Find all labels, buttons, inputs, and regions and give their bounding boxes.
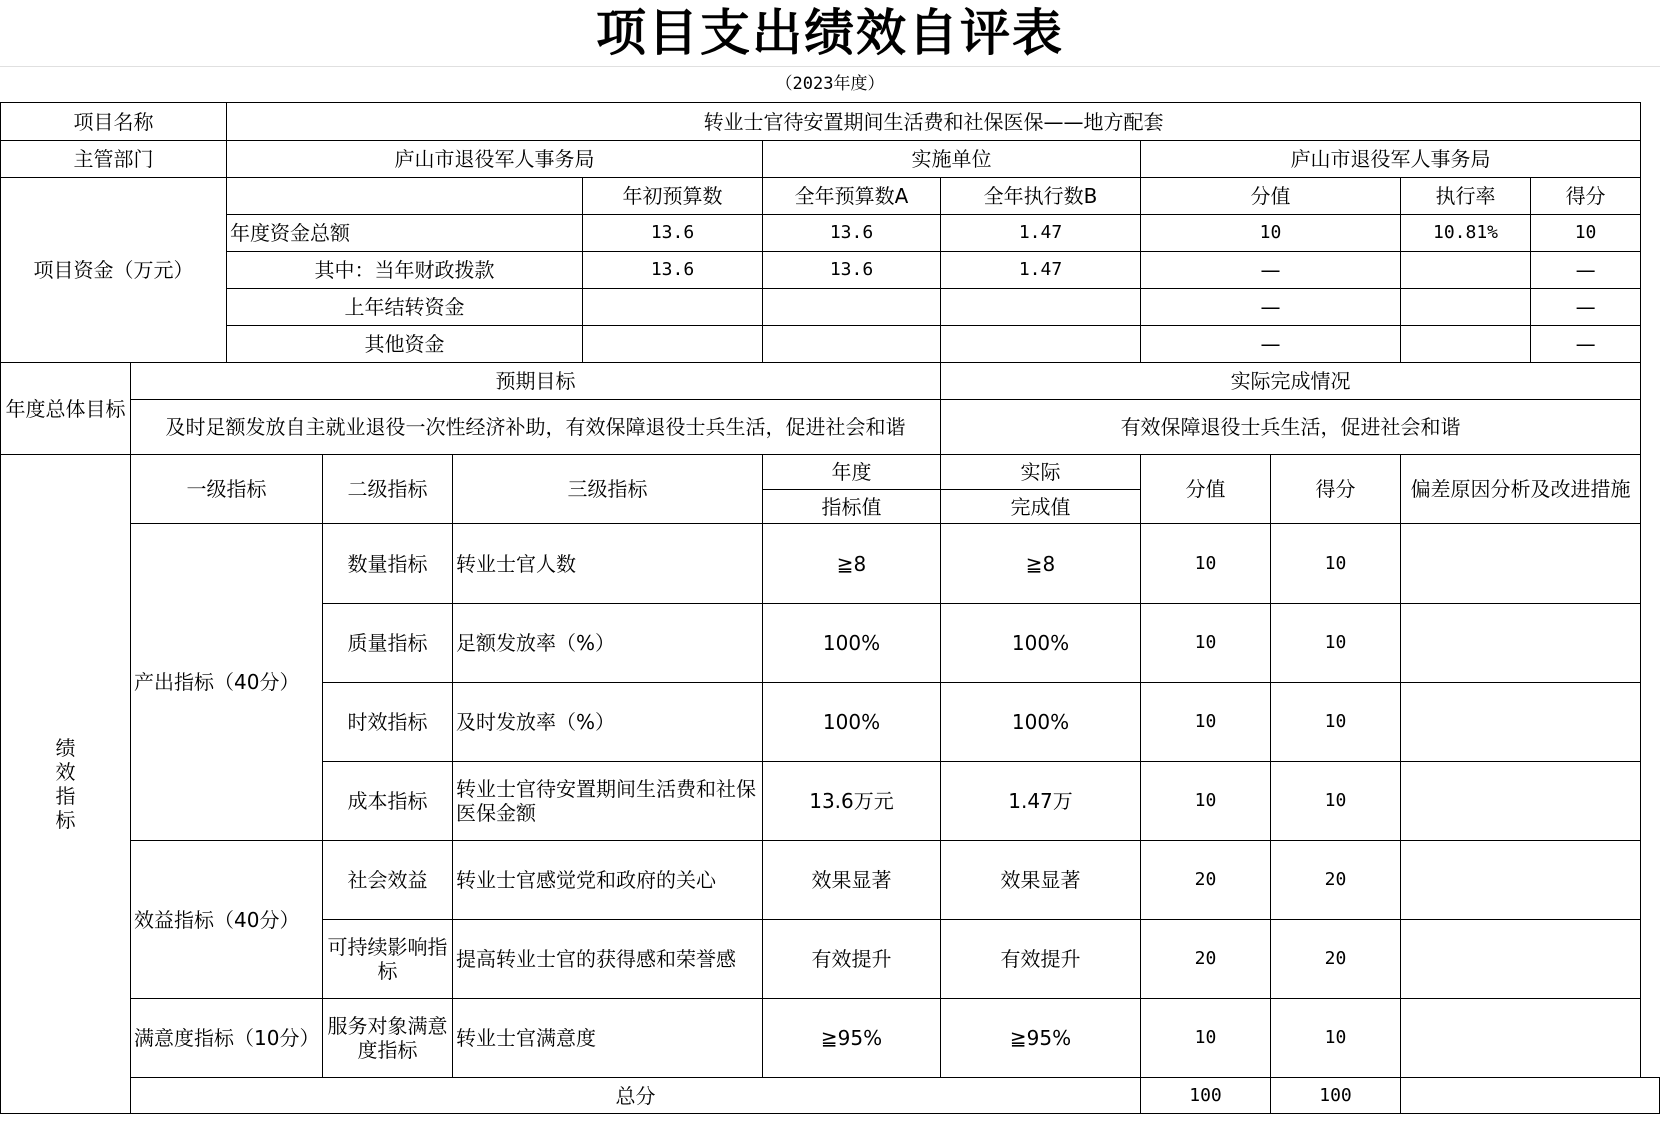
- indicator-level3: 转业士官满意度: [453, 999, 763, 1078]
- fund-annual: 13.6: [763, 215, 941, 252]
- fund-score-value: —: [1141, 252, 1401, 289]
- indicator-level2: 社会效益: [323, 841, 453, 920]
- dept-label: 主管部门: [1, 141, 227, 178]
- fund-exec-rate: [1401, 289, 1531, 326]
- fund-row-name: 上年结转资金: [227, 289, 583, 326]
- fund-score-value: —: [1141, 326, 1401, 363]
- fund-annual: 13.6: [763, 252, 941, 289]
- group-output: 产出指标（40分）: [131, 524, 323, 841]
- indicator-analysis: [1401, 841, 1641, 920]
- indicator-level2: 成本指标: [323, 762, 453, 841]
- fund-initial: [583, 326, 763, 363]
- indicator-score-value: 10: [1141, 604, 1271, 683]
- header-actual-bottom: 完成值: [941, 490, 1141, 524]
- indicator-target: ≧8: [763, 524, 941, 604]
- indicator-actual: 100%: [941, 604, 1141, 683]
- indicator-actual: ≧95%: [941, 999, 1141, 1078]
- fund-exec: [941, 289, 1141, 326]
- indicator-score: 10: [1271, 604, 1401, 683]
- indicators-section-text: 绩效指标: [55, 736, 76, 832]
- project-name-value: 转业士官待安置期间生活费和社保医保——地方配套: [227, 103, 1641, 141]
- indicator-level2: 数量指标: [323, 524, 453, 604]
- indicator-level3: 转业士官人数: [453, 524, 763, 604]
- fund-score: —: [1531, 252, 1641, 289]
- indicator-target: ≧95%: [763, 999, 941, 1078]
- indicator-score-value: 10: [1141, 999, 1271, 1078]
- indicator-score-value: 20: [1141, 841, 1271, 920]
- indicator-analysis: [1401, 920, 1641, 999]
- total-label: 总分: [131, 1078, 1141, 1114]
- indicator-analysis: [1401, 683, 1641, 762]
- indicator-level3: 提高转业士官的获得感和荣誉感: [453, 920, 763, 999]
- fund-annual: [763, 326, 941, 363]
- header-level3: 三级指标: [453, 455, 763, 524]
- overall-goal-label: 年度总体目标: [1, 363, 131, 455]
- indicator-actual: 有效提升: [941, 920, 1141, 999]
- indicator-analysis: [1401, 604, 1641, 683]
- fund-annual: [763, 289, 941, 326]
- indicator-analysis: [1401, 524, 1641, 604]
- expected-goal-text: 及时足额发放自主就业退役一次性经济补助，有效保障退役士兵生活，促进社会和谐: [131, 400, 941, 455]
- fund-initial: [583, 289, 763, 326]
- indicator-analysis: [1401, 999, 1641, 1078]
- indicator-score: 20: [1271, 841, 1401, 920]
- header-analysis: 偏差原因分析及改进措施: [1401, 455, 1641, 524]
- indicator-score-value: 10: [1141, 683, 1271, 762]
- fund-row-name: 其中：当年财政拨款: [227, 252, 583, 289]
- project-name-label: 项目名称: [1, 103, 227, 141]
- indicator-level3: 转业士官待安置期间生活费和社保医保金额: [453, 762, 763, 841]
- indicator-score: 10: [1271, 999, 1401, 1078]
- indicator-score: 10: [1271, 524, 1401, 604]
- header-initial-budget: 年初预算数: [583, 178, 763, 215]
- impl-label: 实施单位: [763, 141, 1141, 178]
- indicator-target: 100%: [763, 604, 941, 683]
- header-annual-bottom: 指标值: [763, 490, 941, 524]
- indicator-level2: 服务对象满意度指标: [323, 999, 453, 1078]
- fund-row-name: 其他资金: [227, 326, 583, 363]
- fund-initial: 13.6: [583, 215, 763, 252]
- header-actual-top: 实际: [941, 455, 1141, 490]
- funds-header-blank: [227, 178, 583, 215]
- indicator-score: 10: [1271, 762, 1401, 841]
- header-annual-exec: 全年执行数B: [941, 178, 1141, 215]
- indicator-analysis: [1401, 762, 1641, 841]
- header-level1: 一级指标: [131, 455, 323, 524]
- header-annual-budget: 全年预算数A: [763, 178, 941, 215]
- dept-value: 庐山市退役军人事务局: [227, 141, 763, 178]
- fund-exec-rate: 10.81%: [1401, 215, 1531, 252]
- header-score-value: 分值: [1141, 178, 1401, 215]
- indicator-level2: 可持续影响指标: [323, 920, 453, 999]
- indicator-score-value: 10: [1141, 762, 1271, 841]
- header-exec-rate: 执行率: [1401, 178, 1531, 215]
- indicator-level2: 质量指标: [323, 604, 453, 683]
- indicator-score: 20: [1271, 920, 1401, 999]
- fund-initial: 13.6: [583, 252, 763, 289]
- indicator-level3: 转业士官感觉党和政府的关心: [453, 841, 763, 920]
- header-score: 得分: [1531, 178, 1641, 215]
- indicator-target: 有效提升: [763, 920, 941, 999]
- indicator-level2: 时效指标: [323, 683, 453, 762]
- fund-exec: [941, 326, 1141, 363]
- indicators-section-label: [1, 455, 131, 1114]
- indicator-score-value: 20: [1141, 920, 1271, 999]
- header-level2: 二级指标: [323, 455, 453, 524]
- fund-exec: 1.47: [941, 252, 1141, 289]
- indicator-actual: 1.47万: [941, 762, 1141, 841]
- fund-row-name: 年度资金总额: [227, 215, 583, 252]
- page-title: 项目支出绩效自评表: [596, 3, 1064, 62]
- indicator-target: 效果显著: [763, 841, 941, 920]
- indicator-actual: 效果显著: [941, 841, 1141, 920]
- total-analysis: [1401, 1078, 1660, 1114]
- indicator-actual: 100%: [941, 683, 1141, 762]
- page-subtitle: （2023年度）: [775, 74, 885, 94]
- indicator-score: 10: [1271, 683, 1401, 762]
- fund-score-value: 10: [1141, 215, 1401, 252]
- indicator-level3: 足额发放率（%）: [453, 604, 763, 683]
- total-score-value: 100: [1141, 1078, 1271, 1114]
- indicator-target: 100%: [763, 683, 941, 762]
- actual-status-label: 实际完成情况: [941, 363, 1641, 400]
- funds-label: 项目资金（万元）: [1, 178, 227, 363]
- fund-score: —: [1531, 289, 1641, 326]
- indicator-level3: 及时发放率（%）: [453, 683, 763, 762]
- fund-score: —: [1531, 326, 1641, 363]
- indicator-target: 13.6万元: [763, 762, 941, 841]
- fund-exec-rate: [1401, 252, 1531, 289]
- expected-goal-label: 预期目标: [131, 363, 941, 400]
- group-satisfaction: 满意度指标（10分）: [131, 999, 323, 1078]
- total-score: 100: [1271, 1078, 1401, 1114]
- fund-score-value: —: [1141, 289, 1401, 326]
- indicator-score-value: 10: [1141, 524, 1271, 604]
- actual-status-text: 有效保障退役士兵生活，促进社会和谐: [941, 400, 1641, 455]
- fund-exec: 1.47: [941, 215, 1141, 252]
- header-annual-top: 年度: [763, 455, 941, 490]
- fund-exec-rate: [1401, 326, 1531, 363]
- header-score: 得分: [1271, 455, 1401, 524]
- fund-score: 10: [1531, 215, 1641, 252]
- evaluation-table: [0, 102, 1660, 1114]
- impl-value: 庐山市退役军人事务局: [1141, 141, 1641, 178]
- header-score-value: 分值: [1141, 455, 1271, 524]
- indicator-actual: ≧8: [941, 524, 1141, 604]
- group-benefit: 效益指标（40分）: [131, 841, 323, 999]
